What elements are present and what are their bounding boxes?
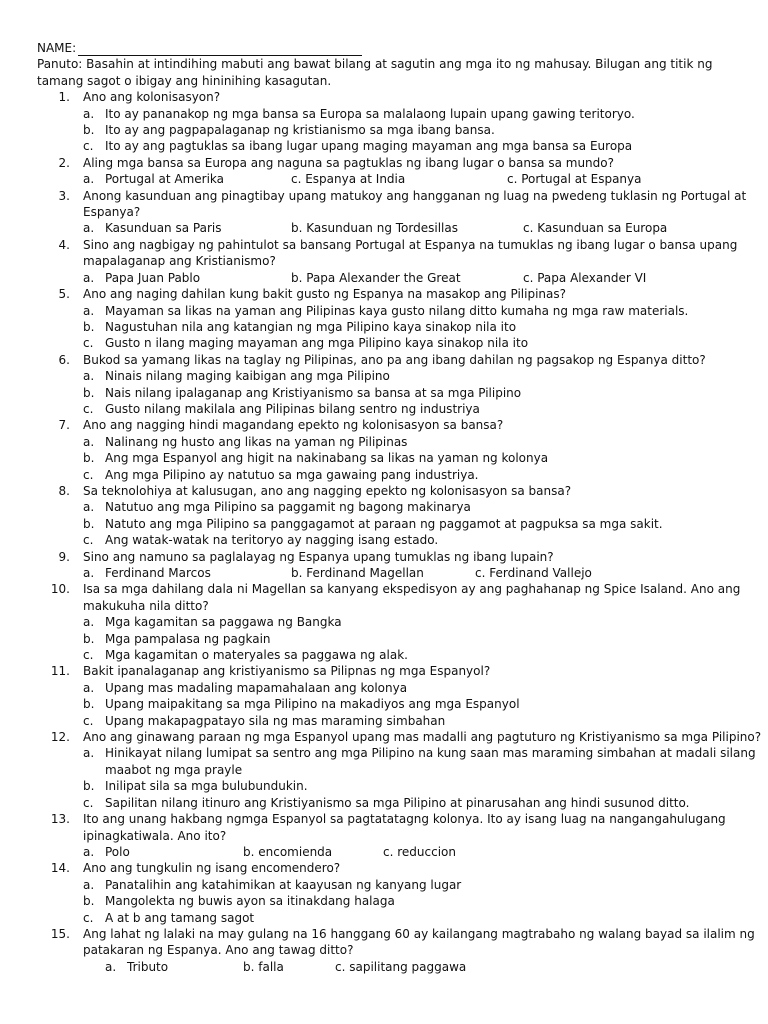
answer-option[interactable] — [507, 171, 641, 187]
worksheet — [37, 40, 762, 975]
answer-option[interactable] — [243, 959, 335, 975]
option-text: Panatalihin ang katahimikan at kaayusan ng kanyang lugar — [105, 877, 462, 892]
option-letter: c. — [83, 910, 94, 925]
option-letter: a. — [83, 270, 95, 285]
option-text: c. reduccion — [383, 844, 456, 859]
option-text: c. sapilitang paggawa — [335, 959, 467, 974]
answer-option[interactable] — [83, 516, 737, 532]
answer-option[interactable] — [83, 778, 737, 794]
answer-options — [83, 680, 737, 729]
question-text: mapalaganap ang Kristianismo? — [83, 254, 276, 269]
answer-options-inline — [83, 959, 737, 975]
option-letter: a. — [83, 106, 95, 121]
option-text: Ang mga Espanyol ang higit na nakinabang sa likas na yaman ng kolonya — [105, 451, 549, 466]
question-number: 9. — [58, 549, 70, 564]
option-letter: b. — [83, 319, 95, 334]
answer-option[interactable] — [83, 844, 243, 860]
option-letter: a. — [83, 434, 95, 449]
option-text: Upang mas madaling mapamahalaan ang kolonya — [105, 680, 408, 695]
question-text: Ano ang kolonisasyon? — [83, 90, 221, 105]
answer-options-inline — [83, 220, 737, 236]
option-letter: b. — [83, 451, 95, 466]
question-text: patakaran ng Espanya. Ano ang tawag ditto? — [83, 943, 354, 958]
option-text: b. falla — [243, 959, 284, 974]
answer-option[interactable] — [83, 319, 737, 335]
option-text: Nagustuhan nila ang katangian ng mga Pilipino kaya sinakop nila ito — [105, 319, 517, 334]
question-text: Ano ang ginawang paraan ng mga Espanyol upang mas madalli ang pagtuturo ng Kristiyanismo sa mga Pilipino? — [83, 730, 762, 745]
question-item — [37, 581, 741, 663]
option-text: Gusto n ilang maging mayaman ang mga Pilipino kaya sinakop nila ito — [105, 336, 529, 351]
question-number: 6. — [58, 352, 70, 367]
question-item — [37, 155, 737, 188]
option-text: Ninais nilang maging kaibigan ang mga Pilipino — [105, 369, 390, 384]
answer-option[interactable] — [335, 959, 466, 975]
option-text: Kasunduan sa Paris — [105, 221, 222, 236]
question-text: ipinagkatiwala. Ano ito? — [83, 828, 227, 843]
answer-option[interactable] — [383, 844, 456, 860]
answer-option[interactable] — [291, 171, 507, 187]
answer-options-inline — [83, 171, 737, 187]
question-text: Anong kasunduan ang pinagtibay upang matukoy ang hangganan ng luag na pwedeng tuklasin ng Portugal at — [83, 188, 747, 203]
name-label: NAME: — [37, 41, 77, 55]
question-number: 2. — [58, 155, 70, 170]
answer-option[interactable] — [83, 335, 737, 351]
question-item — [37, 926, 755, 975]
option-text: Ito ay ang pagtuklas sa ibang lugar upang maging mayaman ang mga bansa sa Europa — [105, 139, 633, 154]
option-text: Sapilitan nilang itinuro ang Kristiyanismo sa mga Pilipino at pinarusahan ang hindi susunod ditto. — [105, 795, 690, 810]
question-text: makukuha nila ditto? — [83, 598, 209, 613]
option-text: Upang maipakitang sa mga Pilipino na makadiyos ang mga Espanyol — [105, 697, 520, 712]
question-item — [37, 549, 737, 582]
question-number: 8. — [58, 483, 70, 498]
option-text-continued: maabot ng mga prayle — [105, 762, 243, 777]
option-text: Inilipat sila sa mga bulubundukin. — [105, 779, 308, 794]
option-text: c. Ferdinand Vallejo — [475, 566, 592, 580]
instructions: Panuto: Basahin at intindihing mabuti ang bawat bilang at sagutin ang mga ito ng mahusay. Bilugan ang titik ng tamang sagot o ibigay ang hininihing kasagutan. — [37, 57, 713, 88]
option-letter: a. — [83, 221, 95, 236]
question-text: Bukod sa yamang likas na taglay ng Pilipinas, ano pa ang ibang dahilan ng pagsakop ng Espanya ditto? — [83, 352, 706, 367]
option-text: Mayaman sa likas na yaman ang Pilipinas kaya gusto nilang ditto kumaha ng mga raw materials. — [105, 303, 689, 318]
option-letter: a. — [83, 566, 95, 580]
question-text: Ano ang nagging hindi magandang epekto ng kolonisasyon sa bansa? — [83, 418, 504, 433]
name-blank-line[interactable] — [78, 43, 362, 56]
answer-option[interactable] — [291, 565, 475, 581]
answer-option[interactable] — [83, 220, 291, 236]
option-text: Upang makapagpatayo sila ng mas maraming simbahan — [105, 713, 446, 728]
answer-option[interactable] — [83, 303, 737, 319]
answer-option[interactable] — [83, 532, 737, 548]
option-letter: a. — [83, 680, 95, 695]
option-letter: b. — [83, 123, 95, 138]
answer-options — [83, 614, 737, 663]
option-text: A at b ang tamang sagot — [105, 910, 255, 925]
option-letter: c. — [83, 336, 94, 351]
option-text: Natutuo ang mga Pilipino sa paggamit ng bagong makinarya — [105, 500, 471, 515]
option-text: Mga pampalasa ng pagkain — [105, 631, 271, 646]
answer-option[interactable] — [83, 434, 737, 450]
answer-option[interactable] — [83, 680, 737, 696]
answer-option[interactable] — [83, 910, 737, 926]
name-row — [37, 40, 737, 56]
option-letter: c. — [83, 533, 94, 548]
answer-options — [83, 106, 737, 155]
option-text: Ang mga Pilipino ay natutuo sa mga gawaing pang industriya. — [105, 467, 479, 482]
answer-option[interactable] — [83, 122, 737, 138]
answer-options — [83, 368, 737, 417]
question-number: 13. — [50, 812, 70, 827]
question-item — [37, 89, 737, 155]
answer-option[interactable] — [83, 565, 291, 581]
option-text: b. Kasunduan ng Tordesillas — [291, 221, 458, 236]
question-text: Sino ang namuno sa paglalayag ng Espanya upang tumuklas ng ibang lupain? — [83, 549, 554, 564]
answer-options — [83, 434, 737, 483]
answer-option[interactable] — [83, 647, 737, 663]
option-letter: b. — [83, 385, 95, 400]
option-letter: b. — [83, 779, 95, 794]
question-item — [37, 663, 737, 729]
question-text: Aling mga bansa sa Europa ang naguna sa pagtuklas ng ibang lugar o bansa sa mundo? — [83, 155, 614, 170]
option-text: b. Ferdinand Magellan — [291, 566, 424, 580]
option-text: Mga kagamitan o materyales sa paggawa ng alak. — [105, 648, 408, 663]
option-letter: a. — [83, 500, 95, 515]
question-list — [37, 89, 762, 975]
answer-option[interactable] — [291, 220, 523, 236]
answer-option[interactable] — [83, 467, 737, 483]
option-letter: c. — [83, 648, 94, 663]
question-text: Ano ang naging dahilan kung bakit gusto ng Espanya na masakop ang Pilipinas? — [83, 287, 566, 302]
option-letter: c. — [83, 401, 94, 416]
answer-options — [83, 745, 756, 811]
question-text: Bakit ipanalaganap ang kristiyanismo sa Pilipnas ng mga Espanyol? — [83, 664, 491, 679]
answer-option[interactable] — [83, 401, 737, 417]
answer-option[interactable] — [83, 499, 737, 515]
answer-option[interactable] — [83, 795, 737, 811]
answer-option[interactable] — [83, 745, 756, 761]
answer-option[interactable] — [243, 844, 383, 860]
answer-options-inline — [83, 844, 737, 860]
option-text: Mga kagamitan sa paggawa ng Bangka — [105, 615, 342, 630]
option-letter: b. — [83, 697, 95, 712]
option-text: b. encomienda — [243, 844, 333, 859]
answer-option[interactable] — [83, 368, 737, 384]
answer-option[interactable] — [523, 270, 646, 286]
answer-option[interactable] — [83, 138, 737, 154]
answer-option[interactable] — [83, 893, 737, 909]
question-text: Ang lahat ng lalaki na may gulang na 16 hanggang 60 ay kailangang magtrabaho ng walang bayad sa ilalim ng — [83, 926, 755, 941]
question-number: 15. — [50, 926, 70, 941]
answer-options-inline — [83, 270, 737, 286]
question-item — [37, 237, 737, 286]
question-number: 12. — [50, 730, 70, 745]
option-text: Tributo — [127, 959, 169, 974]
option-letter: c. — [83, 467, 94, 482]
answer-option[interactable] — [475, 565, 592, 581]
option-letter: c. — [83, 795, 94, 810]
question-text: Isa sa mga dahilang dala ni Magellan sa kanyang ekspedisyon ay ang paghahanap ng Spice Isaland. Ano ang — [83, 582, 741, 597]
option-text: Portugal at Amerika — [105, 172, 225, 187]
question-number: 1. — [58, 90, 70, 105]
answer-option[interactable] — [83, 877, 737, 893]
question-item — [37, 860, 737, 926]
answer-option[interactable] — [83, 171, 291, 187]
question-item — [37, 483, 737, 549]
question-item — [37, 352, 737, 418]
question-number: 14. — [50, 861, 70, 876]
option-text: Ang watak-watak na teritoryo ay nagging isang estado. — [105, 533, 439, 548]
option-text: Papa Juan Pablo — [105, 270, 201, 285]
option-letter: a. — [83, 877, 95, 892]
option-text: c. Papa Alexander VI — [523, 270, 647, 285]
option-letter: a. — [105, 959, 117, 974]
option-letter: b. — [83, 516, 95, 531]
option-text: b. Papa Alexander the Great — [291, 270, 461, 285]
answer-options-inline — [83, 565, 737, 581]
option-letter: a. — [83, 615, 95, 630]
option-letter: a. — [83, 172, 95, 187]
answer-options — [83, 499, 737, 548]
option-letter: c. — [83, 139, 94, 154]
option-letter: a. — [83, 844, 95, 859]
question-item — [37, 729, 762, 811]
option-letter: a. — [83, 369, 95, 384]
question-item — [37, 286, 737, 352]
question-number: 7. — [58, 418, 70, 433]
answer-option[interactable] — [83, 450, 737, 466]
option-text: Hinikayat nilang lumipat sa sentro ang mga Pilipino na kung saan mas maraming simbahan at madali silang — [105, 746, 756, 761]
question-number: 11. — [50, 664, 70, 679]
question-number: 5. — [58, 287, 70, 302]
answer-option[interactable] — [105, 959, 243, 975]
option-text: Mangolekta ng buwis ayon sa itinakdang halaga — [105, 894, 395, 909]
question-item — [37, 188, 747, 237]
question-item — [37, 417, 737, 483]
question-text: Sino ang nagbigay ng pahintulot sa bansang Portugal at Espanya na tumuklas ng ibang lugar o bansa upang — [83, 237, 738, 252]
answer-options — [83, 877, 737, 926]
question-number: 10. — [50, 582, 70, 597]
question-item — [37, 811, 737, 860]
question-number: 3. — [58, 188, 70, 203]
question-text: Sa teknolohiya at kalusugan, ano ang nagging epekto ng kolonisasyon sa bansa? — [83, 483, 572, 498]
option-letter: b. — [83, 894, 95, 909]
option-text: Natuto ang mga Pilipino sa panggagamot at paraan ng paggamot at pagpuksa sa mga sakit. — [105, 516, 663, 531]
answer-option[interactable] — [523, 220, 667, 236]
answer-option[interactable] — [83, 696, 737, 712]
answer-option[interactable] — [83, 106, 737, 122]
answer-option[interactable] — [83, 385, 737, 401]
question-text: Ano ang tungkulin ng isang encomendero? — [83, 861, 341, 876]
option-text: Ferdinand Marcos — [105, 566, 211, 580]
question-text: Ito ang unang hakbang ngmga Espanyol sa pagtatatagng kolonya. Ito ay isang luag na nangangahulugang — [83, 812, 726, 827]
option-text: Nais nilang ipalaganap ang Kristiyanismo sa bansa at sa mga Pilipino — [105, 385, 522, 400]
question-text: Espanya? — [83, 205, 141, 220]
question-number: 4. — [58, 237, 70, 252]
option-text: Gusto nilang makilala ang Pilipinas bilang sentro ng industriya — [105, 401, 480, 416]
option-text: Ito ay pananakop ng mga bansa sa Europa sa malalaong lupain upang gawing teritoryo. — [105, 106, 635, 121]
answer-option[interactable] — [83, 270, 291, 286]
option-letter: b. — [83, 631, 95, 646]
option-text: Polo — [105, 844, 130, 859]
answer-option[interactable] — [83, 713, 737, 729]
option-letter: a. — [83, 303, 95, 318]
option-letter: c. — [83, 713, 94, 728]
answer-option[interactable] — [291, 270, 523, 286]
option-letter: a. — [83, 746, 95, 761]
option-text: c. Kasunduan sa Europa — [523, 221, 668, 236]
answer-option[interactable] — [83, 614, 737, 630]
option-text: Nalinang ng husto ang likas na yaman ng Pilipinas — [105, 434, 408, 449]
option-text: c. Portugal at Espanya — [507, 172, 642, 187]
option-text: Ito ay ang pagpapalaganap ng kristianismo sa mga ibang bansa. — [105, 123, 495, 138]
answer-option[interactable] — [83, 631, 737, 647]
answer-options — [83, 303, 737, 352]
option-text: c. Espanya at India — [291, 172, 406, 187]
